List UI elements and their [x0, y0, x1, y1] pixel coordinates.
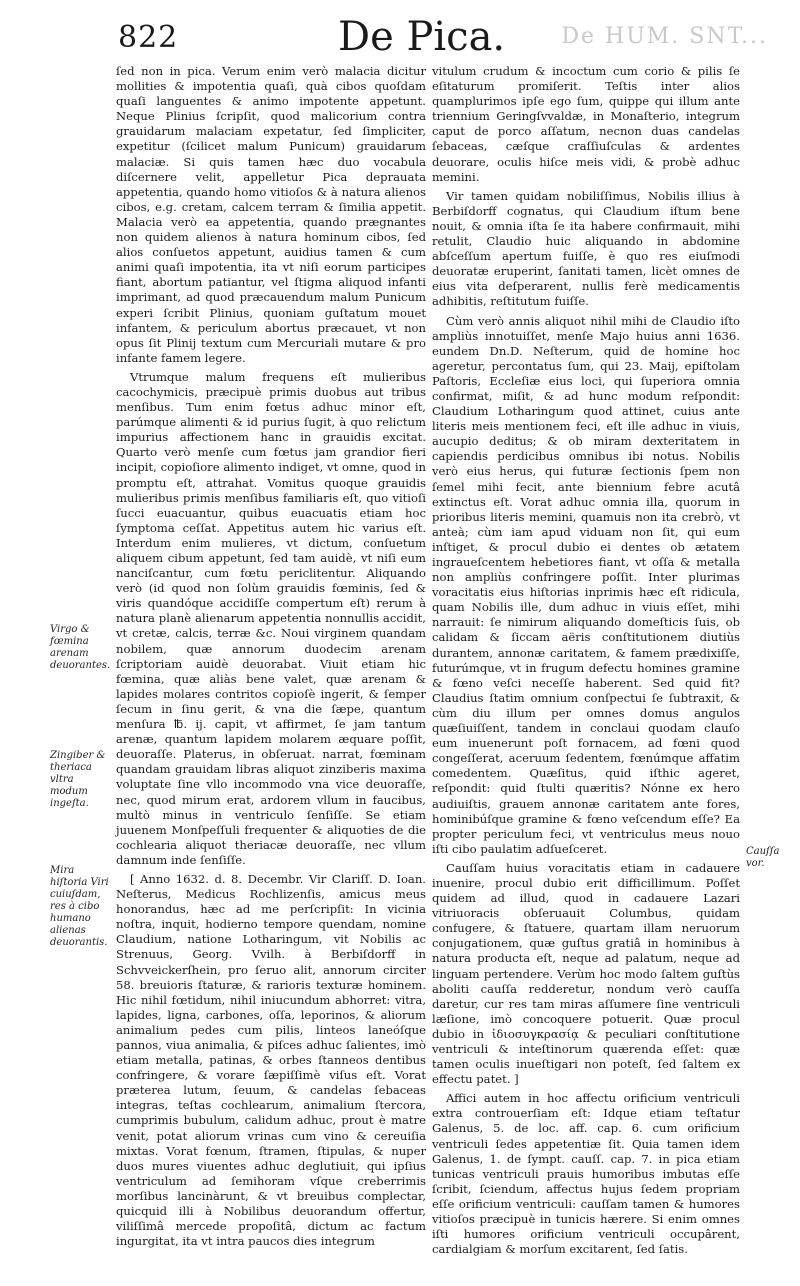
- running-title: De Pica.: [338, 14, 506, 60]
- margin-note: Virgo & fœmina arenam deuorantes.: [50, 624, 111, 671]
- margin-note: Zingiber & theriaca vltra modum ingeſta.: [50, 750, 106, 809]
- paragraph: Cauſſam huius voracitatis etiam in cadauere inuenire, procul dubio erit difficillimum. Poſſet quidem ad illud, quod in cadauere Lazari vitriuoracis obſeruauit Columbus, quidam confugere, & ſtatuere, quartam illam neruorum conjugationem, quæ guſtus gratiâ in hominibus à natura producta eſt, neque ad palatum, neque ad linguam pertendere. Verùm hoc modo ſaltem guſtùs aboliti cauſſa redderetur, nondum verò cauſſa daretur, cur res tam miras aſſumere ſine ventriculi læſione, imò concoquere potuerit. Quæ procul dubio in ἰδιοσυγκρασίᾳ & peculiari conſtitutione ventriculi & inteſtinorum quærenda eſſet: quæ tamen oculis inueſtigari non poteſt, ſed ſaltem ex effectu patet. ]: [432, 860, 740, 1087]
- bleed-through-text: De HUM. SNT...: [561, 24, 768, 49]
- paragraph: ſed non in pica. Verum enim verò malacia dicitur mollities & impotentia quaſi, quà cibos quoſdam quaſi languentes & animo impotente appetunt. Neque Plinius ſcripſit, quod malicorium contra grauidarum malaciam expetatur, ſed ſimpliciter, expetitur (ſcilicet malum Punicum) grauidarum malaciæ. Si quis tamen hæc duo vocabula diſcernere velit, appelletur Pica deprauata appetentia, quando homo vitioſos & à natura alienos cibos, e.g. cretam, calcem terram & ſimilia appetit. Malacia verò ea appetentia, quando prægnantes non quidem alienos à natura hominum cibos, ſed alios conſuetos appetunt, auidius tamen & cum animi quaſi impotentia, ita vt niſi eorum participes fiant, abortum patiantur, vel ſtigma aliquod infanti imprimant, ad quod præcauendum malum Punicum experi ſcribit Plinius, quoniam guſtatum mouet infantem, & periculum abortus præcauet, vt non opus ſit Plinij textum cum Mercuriali mutare & pro infante famem legere.: [116, 64, 426, 365]
- margin-note: Mira hiſtoria Viri cuiuſdam, res à cibo humano alienas deuorantis.: [50, 865, 109, 948]
- paragraph: vitulum crudum & incoctum cum corio & pilis ſe eſitaturum promiſerit. Teſtis inter alios quamplurimos ipſe ego ſum, quippe qui illum ante triennium Geringſvvaldæ, in Monaſterio, integrum caput de porco aſſatum, necnon duas candelas ſebaceas, cæſque craſſiuſculas & ardentes deuorare, oculis hiſce meis vidi, & probè adhuc memini.: [432, 64, 740, 184]
- paragraph: [ Anno 1632. d. 8. Decembr. Vir Clariſſ. D. Ioan. Neſterus, Medicus Rochlizenſis, amicus meus honorandus, hæc ad me perſcripſit: In vicinia noſtra, inquit, hodierno tempore quendam, nomine Claudium, natione Lotharingum, vit Nobilis ac Strenuus, Georg. Vvilh. à Berbiſdorff in Schvveickerſhein, pro ſeruo alit, annorum circiter 58. breuioris ſtaturæ, & rarioris texturæ hominem. Hic nihil fœtidum, nihil iniucundum abhorret: vitra, lapides, ligna, carbones, oſſa, leporinos, & aliorum animalium pedes cum pilis, linteos laneóſque pannos, viua animalia, & piſces adhuc ſalientes, imò etiam metalla, patinas, & orbes ſtanneos dentibus confringere, & vorare ſæpiſſimè viſus eſt. Vorat præterea lutum, ſeuum, & candelas ſebaceas integras, teſtas cochlearum, animalium ſtercora, cumprimis bubulum, calidum adhuc, prout è matre venit, potat aliorum vrinas cum vino & cereuiſia mixtas. Vorat fœnum, ſtramen, ſtipulas, & nuper duos mures viuentes adhuc deglutiuit, qui ipſius ventriculum ad ſemihoram vſque creberrimis morſibus lancinàrunt, & vt breuibus complectar, quicquid illi à Nobilibus deuorandum offertur, viliſſimâ mercede propoſitâ, dictum ac factum ingurgitat, ita vt intra paucos dies integrum: [116, 871, 426, 1249]
- paragraph: Affici autem in hoc affectu orificium ventriculi extra controuerſiam eſt: Idque etiam teſtatur Galenus, 5. de loc. aff. cap. 6. cum orificium ventriculi ſedes appetentiæ ſit. Quia tamen idem Galenus, 1. de ſympt. cauſſ. cap. 7. in pica etiam tunicas ventriculi prauis humoribus imbutas eſſe ſcribit, ſciendum, affectus hujus ſedem propriam eſſe orificium ventriculi: cauſſam tamen & humores vitioſos præcipuè in tunicis hærere. Si enim omnes iſti humores orificium ventriculi occupârent, cardialgiam & morſum excitarent, ſed ſatis.: [432, 1091, 740, 1257]
- right-column: [432, 64, 740, 1261]
- page-header: [118, 14, 768, 62]
- paragraph: Cùm verò annis aliquot nihil mihi de Claudio iſto ampliùs innotuiſſet, menſe Majo huius anni 1636. eundem Dn.D. Neſterum, quid de homine hoc ageretur, percontatus ſum, qui 23. Maij, epiſtolam Paſtoris, Eccleſiæ eius loci, qui ſuperiora omnia confirmat, miſit, & ad hunc modum reſpondit: Claudium Lotharingum quod attinet, cuius ante literis meis mentionem feci, eſt ille adhuc in viuis, aucupio deditus; & ob miram dexteritatem in capiendis perdicibus omnibus ibi notus. Nobilis verò eius herus, qui futuræ ſectionis ſpem non ſemel mihi fecit, ante biennium febre acutâ extinctus eſt. Vorat adhuc omnia illa, quorum in prioribus literis memini, quamuis non ita crebrò, vt anteà; cùm iam apud viduam non ſit, qui eum inſtiget, & procul dubio ei dentes ob ætatem ingraueſcentem hebetiores fiant, vt oſſa & metalla non ampliùs confringere poſſit. Inter plurimas voracitatis eius hiſtorias inprimis hæc eſt ridicula, quam Nobilis ille, dum adhuc in viuis eſſet, mihi narrauit: ſe nimirum aliquando domeſticis ſuis, ob calidam & ſiccam aëris conſtitutionem diutiùs durantem, annonæ caritatem, & famem prædixiſſe, futurúmque, vt in frugum defectu homines gramine & fœno veſci neceſſe haberent. Sed quid fit? Claudius ſtatim omnium conſpectui ſe ſubtraxit, & cùm diu illum per omnes domus angulos quæſiuiſſent, tandem in conclaui quodam clauſo eum inuenerunt poſt fornacem, ad fœni quod congeſſerat, aceruum ſedentem, fœnúmque affatim comedentem. Quæſitus, quid iſthic ageret, reſpondit: quid ſtulti quæritis? Nónne ex hero audiuiſtis, grauem annonæ caritatem ante fores, hominibúſque gramine & fœno veſcendum eſſe? Ea propter periculum feci, vt ventriculus meus nouo iſti cibo paulatim adſueſceret.: [432, 313, 740, 856]
- paragraph: Vtrumque malum frequens eſt mulieribus cacochymicis, præcipuè primis duobus aut tribus menſibus. Tum enim fœtus adhuc minor eſt, parúmque alimenti & id purius ſugit, à quo relictum impurius affectionem hanc in grauidis excitat. Quarto verò menſe cum fœtus jam grandior fieri incipit, copioſiore alimento indiget, vt omne, quod in promptu eſt, attrahat. Vomitus quoque grauidis mulieribus primis menſibus familiaris eſt, quo vitioſi ſucci euacuantur, quibus euacuatis etiam hoc ſymptoma ceſſat. Appetitus autem hic varius eſt. Interdum enim mulieres, vt dictum, conſuetum aliquem cibum appetunt, ſed tam auidè, vt niſi eum nanciſcantur, cum fœtu periclitentur. Aliquando verò (id quod non ſolùm grauidis fœminis, ſed & viris quandóque accidiſſe compertum eſt) rerum à natura planè alienarum appetentia nonnullis accidit, vt cretæ, calcis, terræ &c. Noui virginem quandam nobilem, quæ annorum duodecim arenam ſcriptoriam auidè deuorabat. Viuit etiam hic fœmina, quæ aliàs bene valet, quæ arenam & lapides molares contritos copioſè ingerit, & ſemper ſecum in ſinu gerit, & vna die ſæpe, quantum menſura ℔. ij. capit, vt affirmet, ſe jam tantum arenæ, quantum lapidem molarem æquare poſſit, deuoraſſe. Platerus, in obſeruat. narrat, fœminam quandam grauidam libras aliquot zinziberis maxima voluptate ſine vllo incommodo vna vice deuoraſſe, nec, quod mirum erat, ardorem vllum in faucibus, multò minus in ventriculo ſenſiſſe. Se etiam juuenem Monſpeſſuli frequenter & aliquoties de die cochlearia aliquot theriacæ deuoraſſe, nec vllum damnum inde ſenſiſſe.: [116, 369, 426, 867]
- page-number: 822: [118, 20, 179, 55]
- margin-note: Cauſſa vor.: [746, 846, 780, 869]
- paragraph: Vir tamen quidam nobiliſſimus, Nobilis illius à Berbiſdorff cognatus, qui Claudium iſtum bene nouit, & omnia iſta ſe ita habere confirmauit, mihi retulit, Claudio huic aliquando in abdomine abſceſſum apertum fuiſſe, è quo res eiuſmodi deuoratæ eruperint, ſanitati tamen, licèt omnes de eius vita deſperarent, nullis ferè medicamentis adhibitis, reſtitutum fuiſſe.: [432, 188, 740, 309]
- left-column: [116, 64, 426, 1253]
